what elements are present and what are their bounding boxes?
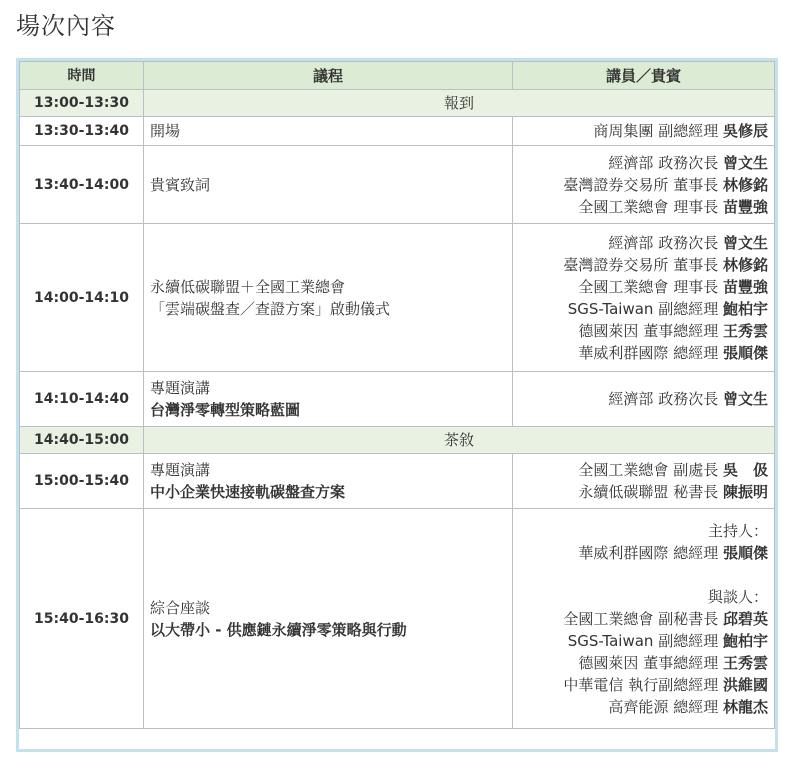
speaker-line [519,232,768,254]
row-agenda [144,372,513,427]
speaker-line [519,542,768,564]
speaker-line [519,674,768,696]
speaker-line [519,652,768,674]
header-agenda: 議程 [144,62,513,90]
speaker-org: 全國工業總會 理事長 [578,197,719,216]
header-speakers: 講員／貴賓 [513,62,775,90]
speaker-name: 張順傑 [722,343,768,362]
panel-label: 與談人： [707,587,768,606]
speaker-org: 德國萊因 董事總經理 [578,653,719,672]
table-row [20,117,775,146]
speaker-line [519,320,768,342]
row-agenda [144,509,513,729]
agenda-label: 綜合座談 [150,598,211,617]
speaker-name: 曾文生 [722,390,768,408]
speaker-org: 全國工業總會 副秘書長 [563,609,719,628]
agenda-title: 中小企業快速接軌碳盤查方案 [150,483,346,501]
table-row [20,146,775,224]
agenda-line: 「雲端碳盤查／查證方案」啟動儀式 [150,299,391,318]
row-time: 15:40-16:30 [20,509,144,729]
speaker-line [519,276,768,298]
speaker-name: 張順傑 [722,543,768,562]
speaker-line [519,152,768,174]
speaker-line [519,174,768,196]
speaker-org: 臺灣證券交易所 董事長 [563,175,719,194]
page-title: 場次內容 [16,12,116,40]
speaker-name: 林修銘 [722,175,768,194]
speaker-line [519,196,768,218]
speaker-name: 苗豐強 [722,197,768,216]
table-row [20,509,775,729]
speaker-org: 華威利群國際 總經理 [578,543,719,562]
speaker-org: SGS-Taiwan 副總經理 [567,631,719,650]
row-speakers [513,372,775,427]
row-agenda [144,224,513,372]
agenda-label: 專題演講 [150,379,211,397]
row-agenda [144,117,513,146]
speaker-name: 曾文生 [722,153,768,172]
speaker-org: 臺灣證券交易所 董事長 [563,255,719,274]
speaker-line [519,298,768,320]
row-time: 14:00-14:10 [20,224,144,372]
speaker-org: 經濟部 政務次長 [608,153,719,172]
agenda-table [19,61,775,729]
table-row [20,224,775,372]
speaker-name: 邱碧英 [722,609,768,628]
row-speakers [513,117,775,146]
row-time: 13:30-13:40 [20,117,144,146]
break-label: 報到 [144,90,775,117]
row-speakers [513,224,775,372]
speaker-line [519,608,768,630]
speaker-org: SGS-Taiwan 副總經理 [567,299,719,318]
speaker-org: 華威利群國際 總經理 [578,343,719,362]
speaker-name: 吳 伋 [722,461,768,479]
table-row [20,372,775,427]
speaker-org: 德國萊因 董事總經理 [578,321,719,340]
break-label: 茶敘 [144,427,775,454]
speaker-org: 永續低碳聯盟 秘書長 [578,483,719,501]
speaker-org: 全國工業總會 理事長 [578,277,719,296]
speaker-name: 王秀雲 [722,321,768,340]
speaker-name: 王秀雲 [722,653,768,672]
speaker-name: 曾文生 [722,233,768,252]
speaker-org: 高齊能源 總經理 [608,697,719,716]
speaker-name: 林修銘 [722,255,768,274]
speaker-line [519,481,768,503]
row-time: 15:00-15:40 [20,454,144,509]
speaker-line [519,120,768,142]
speaker-org: 商周集團 副總經理 [593,122,719,140]
speaker-name: 林龍杰 [722,697,768,716]
host-label: 主持人： [707,521,768,540]
agenda-line: 開場 [150,122,181,140]
row-speakers [513,454,775,509]
row-time: 14:40-15:00 [20,427,144,454]
speaker-line [519,696,768,718]
agenda-line: 貴賓致詞 [150,175,211,194]
speaker-name: 洪維國 [722,675,768,694]
speaker-org: 全國工業總會 副處長 [578,461,719,479]
table-row [20,427,775,454]
spacer [519,564,768,586]
agenda-title: 台灣淨零轉型策略藍圖 [150,401,301,419]
speaker-line [519,388,768,410]
row-time: 13:40-14:00 [20,146,144,224]
header-time: 時間 [20,62,144,90]
row-speakers [513,509,775,729]
speaker-org: 中華電信 執行副總經理 [563,675,719,694]
row-time: 13:00-13:30 [20,90,144,117]
speaker-name: 陳振明 [722,483,768,501]
speaker-name: 鮑柏宇 [722,631,768,650]
speaker-org: 經濟部 政務次長 [608,390,719,408]
speaker-line [519,630,768,652]
speaker-name: 吳修辰 [722,122,768,140]
agenda-title: 以大帶小 - 供應鏈永續淨零策略與行動 [150,620,407,639]
speaker-line [519,342,768,364]
speaker-line [519,254,768,276]
speaker-org: 經濟部 政務次長 [608,233,719,252]
agenda-line: 永續低碳聯盟＋全國工業總會 [150,277,346,296]
speaker-name: 苗豐強 [722,277,768,296]
speaker-line [519,459,768,481]
table-header-row [20,62,775,90]
row-agenda [144,454,513,509]
table-row [20,454,775,509]
row-time: 14:10-14:40 [20,372,144,427]
row-speakers [513,146,775,224]
agenda-label: 專題演講 [150,461,211,479]
speaker-name: 鮑柏宇 [722,299,768,318]
agenda-table-frame [16,58,778,752]
row-agenda [144,146,513,224]
table-row [20,90,775,117]
